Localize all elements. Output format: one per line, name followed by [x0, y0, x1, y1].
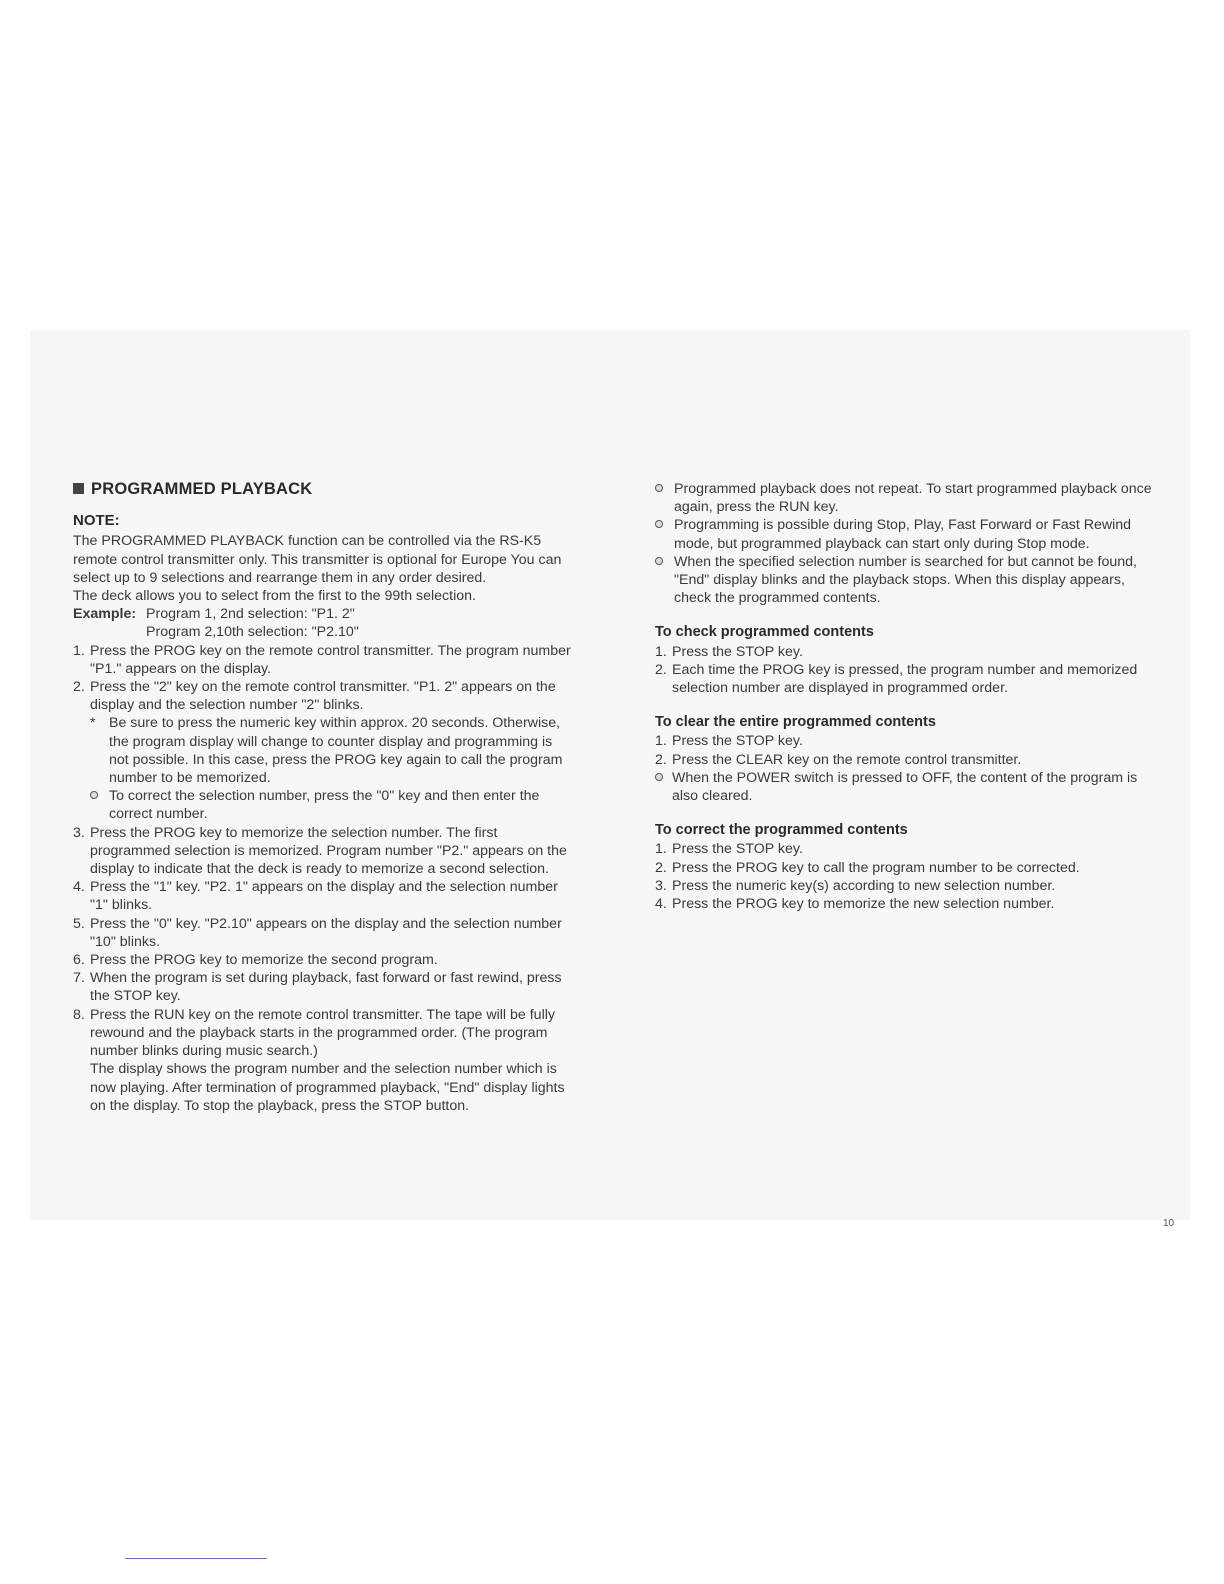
bullet-dot-icon: [655, 484, 663, 492]
note-line: The PROGRAMMED PLAYBACK function can be controlled via the RS-K5: [73, 533, 542, 550]
asterisk-mark: *: [90, 715, 96, 732]
bullet-item: When the specified selection number is searched for but cannot be found, "End" display blinks and the playback stops. When this display appears, check the programmed contents.: [655, 553, 1185, 608]
step-item: 1. Press the STOP key.: [655, 841, 803, 858]
step-item: 3. Press the numeric key(s) according to new selection number.: [655, 877, 1056, 894]
step-item: 2. Press the CLEAR key on the remote control transmitter.: [655, 751, 1022, 768]
bottom-rule: [125, 1558, 267, 1559]
step-item: 6. Press the PROG key to memorize the second program.: [73, 952, 438, 969]
clear-heading: To clear the entire programmed contents: [655, 714, 936, 731]
step-note-bullet: To correct the selection number, press the "0" key and then enter the correct number.: [73, 787, 613, 823]
step-item: 2. Each time the PROG key is pressed, the program number and memorized selection number are displayed in programmed order.: [655, 661, 1138, 697]
example-line: Program 1, 2nd selection: "P1. 2": [146, 606, 355, 623]
example-line: Program 2,10th selection: "P2.10": [146, 624, 359, 641]
step-note-asterisk: * Be sure to press the numeric key within approx. 20 seconds. Otherwise, the program display will change to counter display and programming is not possible. In this case, press the PROG key again to call the program number to be memorized.: [90, 715, 563, 787]
page-number: 10: [1163, 1218, 1175, 1229]
step-item: 2. Press the PROG key to call the program number to be corrected.: [655, 859, 1080, 876]
clear-steps: [655, 732, 1185, 805]
example-label: Example:: [73, 606, 137, 623]
step-item: 1. Press the STOP key.: [655, 733, 803, 750]
step-item: 3. Press the PROG key to memorize the selection number. The first programmed selection is memorized. Program number "P2." appears on the display to indicate that the deck is ready to memorize a second selection.: [73, 824, 567, 878]
left-column: [73, 480, 613, 1115]
square-bullet-icon: [73, 483, 84, 494]
note-line: remote control transmitter only. This transmitter is optional for Europe You can: [73, 551, 562, 568]
procedure-steps: [73, 642, 613, 1115]
bullet-dot-icon: [655, 773, 663, 781]
bullet-item: Programming is possible during Stop, Play, Fast Forward or Fast Rewind mode, but programmed playback can start only during Stop mode.: [655, 516, 1185, 552]
correct-steps: [655, 840, 1185, 913]
note-heading: NOTE:: [73, 512, 120, 530]
correct-heading: To correct the programmed contents: [655, 822, 908, 839]
bullet-item: When the POWER switch is pressed to OFF, the content of the program is also cleared.: [655, 769, 1185, 805]
section-title: PROGRAMMED PLAYBACK: [73, 480, 613, 498]
bullet-dot-icon: [90, 791, 98, 799]
bullet-dot-icon: [655, 520, 663, 528]
step-item: 4. Press the PROG key to memorize the new selection number.: [655, 896, 1055, 913]
note-body: [73, 532, 613, 605]
check-heading: To check programmed contents: [655, 624, 874, 641]
step-item: 8. Press the RUN key on the remote control transmitter. The tape will be fully rewound and the playback starts in the programmed order. (The program number blinks during music search.) The display shows the program number and the selection number which is now playing. After termination of programmed playback, "End" display lights on the display. To stop the playback, press the STOP button.: [73, 1006, 565, 1114]
step-item: 2. Press the "2" key on the remote control transmitter. "P1. 2" appears on the display and the selection number "2" blinks.: [73, 679, 556, 714]
check-steps: [655, 643, 1185, 698]
step-item: 7. When the program is set during playback, fast forward or fast rewind, press the STOP key.: [73, 970, 562, 1005]
note-line: The deck allows you to select from the first to the 99th selection.: [73, 588, 476, 605]
step-item: 1. Press the PROG key on the remote control transmitter. The program number "P1." appears on the display.: [73, 642, 571, 677]
note-line: select up to 9 selections and rearrange them in any order desired.: [73, 569, 487, 586]
bullet-dot-icon: [655, 557, 663, 565]
step-item: 5. Press the "0" key. "P2.10" appears on the display and the selection number "10" blinks.: [73, 915, 562, 950]
step-item: 1. Press the STOP key.: [655, 643, 803, 660]
right-column: [655, 480, 1185, 913]
example-block: [73, 605, 613, 641]
bullet-item: Programmed playback does not repeat. To start programmed playback once again, press the RUN key.: [655, 480, 1185, 516]
step-item: 4. Press the "1" key. "P2. 1" appears on the display and the selection number "1" blinks.: [73, 879, 558, 914]
